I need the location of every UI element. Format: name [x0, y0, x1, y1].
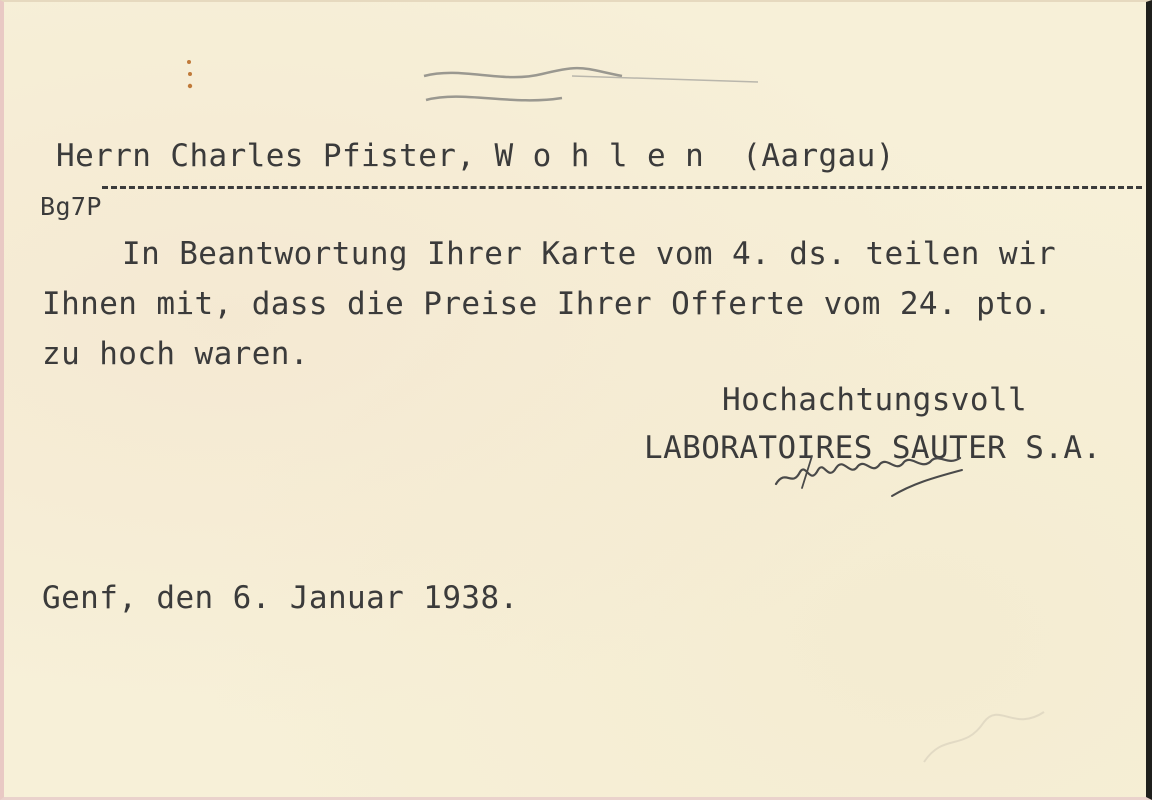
- body-line-3: zu hoch waren.: [42, 336, 309, 372]
- orange-ink-mark: [184, 56, 194, 96]
- body-line-1: In Beantwortung Ihrer Karte vom 4. ds. teilen wir: [122, 236, 1057, 272]
- recipient-address: Herrn Charles Pfister, W o h l e n (Aargau): [56, 138, 895, 174]
- handwritten-signature: [772, 448, 972, 508]
- closing-salutation: Hochachtungsvoll: [722, 382, 1028, 418]
- date-line: Genf, den 6. Januar 1938.: [42, 580, 519, 616]
- faint-show-through-marks: [914, 692, 1054, 772]
- dashed-divider: [102, 186, 1142, 189]
- company-name: LABORATOIRES SAUTER S.A.: [644, 430, 1102, 466]
- body-line-2: Ihnen mit, dass die Preise Ihrer Offerte vom 24. pto.: [42, 286, 1053, 322]
- reference-code: Bg7P: [40, 192, 102, 221]
- postmark-wavy-lines: [422, 64, 762, 114]
